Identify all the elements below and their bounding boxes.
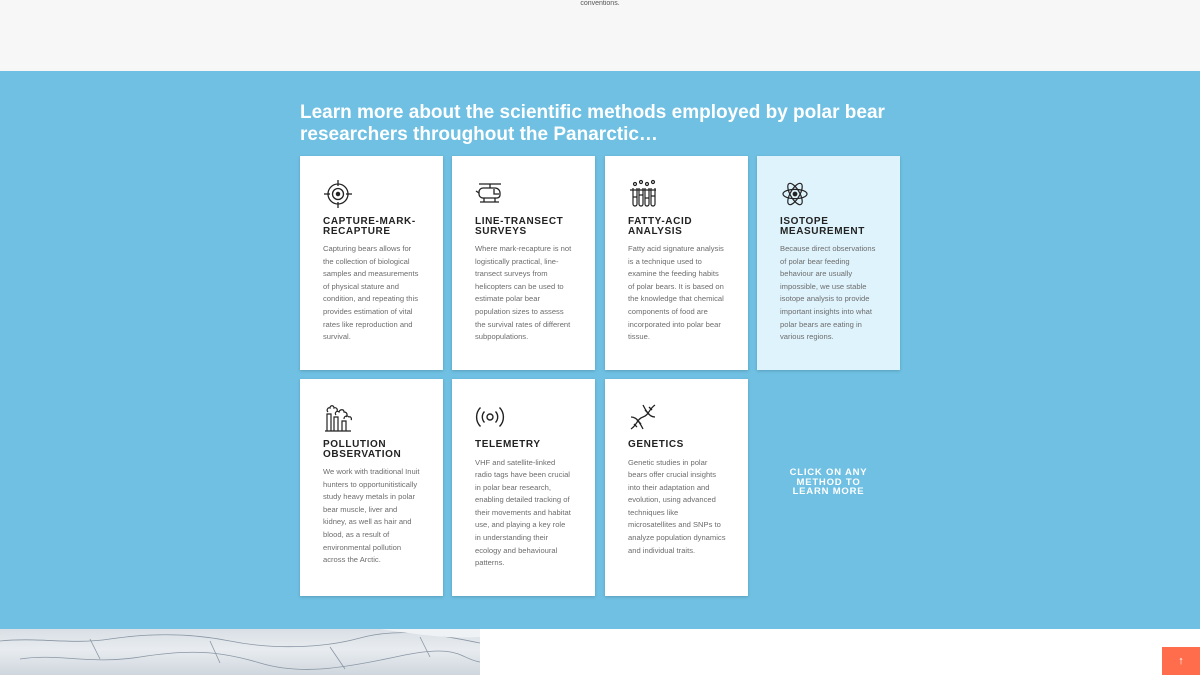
next-section: [0, 629, 1200, 675]
card-text: VHF and satellite-linked radio tags have been crucial in polar bear research, enabling detailed tracking of their movements and habitat use, and playing a key role in understanding their ecology and behavioural patterns.: [475, 457, 571, 568]
factory-smoke-icon: [323, 402, 353, 432]
card-title: GENETICS: [628, 439, 684, 450]
method-card-line-transect-surveys[interactable]: [452, 156, 595, 370]
card-title: CAPTURE-MARK-RECAPTURE: [323, 216, 416, 237]
card-title: ISOTOPE MEASUREMENT: [780, 216, 865, 237]
card-text: Because direct observations of polar bear feeding behaviour are usually impossible, we use stable isotope analysis to provide important insights into what polar bears are eating in various regions.: [780, 244, 876, 342]
radio-signal-icon: [475, 402, 505, 432]
card-title: FATTY-ACID ANALYSIS: [628, 216, 693, 237]
card-text: Genetic studies in polar bears offer crucial insights into their adaptation and evolution, using advanced techniques like microsatellites and SNPs to analyze population dynamics and individual traits.: [628, 457, 726, 555]
card-text: Where mark-recapture is not logistically practical, line-transect surveys from helicopters can be used to estimate polar bear population sizes to assess the survival rates of different subpopulations.: [475, 244, 572, 342]
method-card-isotope-measurement[interactable]: [757, 156, 900, 370]
method-card-telemetry[interactable]: [452, 379, 595, 596]
helicopter-icon: [475, 179, 505, 209]
method-card-genetics[interactable]: [605, 379, 748, 596]
test-tubes-icon: [628, 179, 658, 209]
learn-more-prompt-text: CLICK ON ANY METHOD TO LEARN MORE: [789, 467, 868, 498]
card-title: LINE-TRANSECT SURVEYS: [475, 216, 564, 237]
previous-section: [0, 0, 1200, 71]
arrow-up-icon: ↑: [1178, 655, 1184, 667]
card-text: Capturing bears allows for the collection of biological samples and measurements of physical stature and condition, and repeating this provides estimation of vital rates like reproduction and survival.: [323, 244, 419, 342]
method-card-fatty-acid-analysis[interactable]: [605, 156, 748, 370]
previous-section-text: conventions.: [580, 0, 620, 7]
atom-icon: [780, 179, 810, 209]
method-card-capture-mark-recapture[interactable]: [300, 156, 443, 370]
sea-ice-image: [0, 629, 480, 675]
dna-icon: [628, 402, 658, 432]
back-to-top-button[interactable]: [1162, 647, 1200, 675]
section-heading: Learn more about the scientific methods employed by polar bear researchers throughout the Panarctic…: [300, 102, 885, 145]
card-text: We work with traditional Inuit hunters to opportunitistically study heavy metals in polar bear muscle, liver and kidney, as well as hair and blood, as a result of environmental pollution across the Arctic.: [323, 467, 420, 565]
learn-more-prompt: [757, 374, 900, 591]
crosshair-icon: [323, 179, 353, 209]
method-card-pollution-observation[interactable]: [300, 379, 443, 596]
card-title: POLLUTION OBSERVATION: [323, 439, 402, 460]
card-text: Fatty acid signature analysis is a technique used to examine the feeding habits of polar bears. It is based on the knowledge that chemical components of food are incorporated into polar bear tissue.: [628, 244, 724, 342]
methods-section: [0, 71, 1200, 629]
card-title: TELEMETRY: [475, 439, 541, 450]
